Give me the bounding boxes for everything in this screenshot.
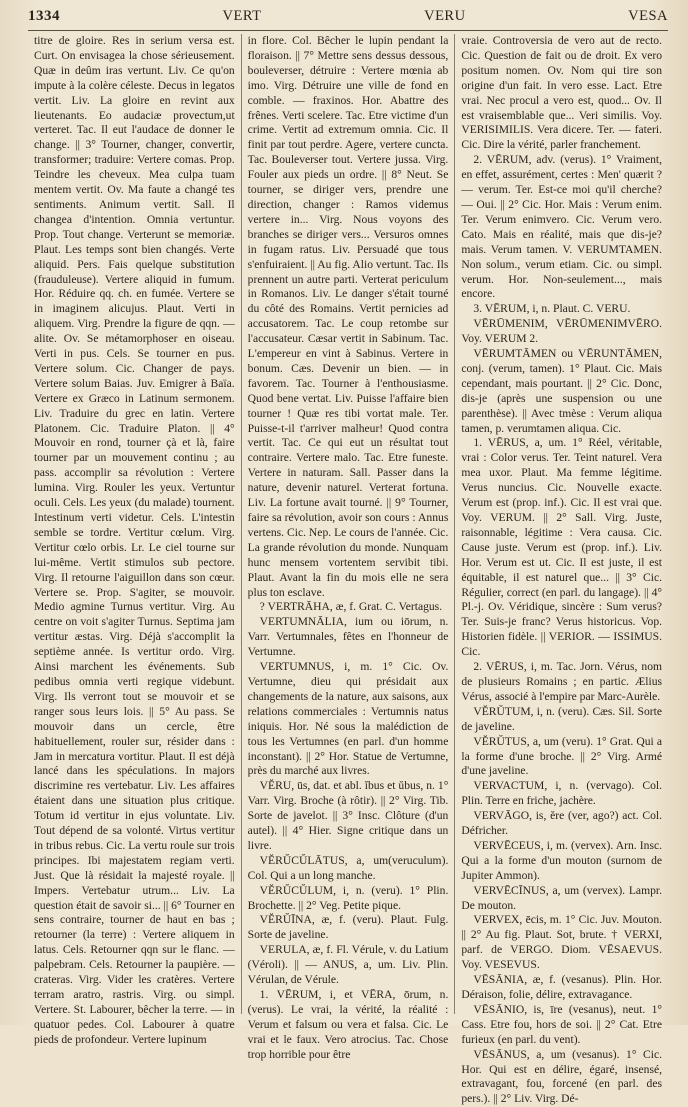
dictionary-entry: VERVĀGO, is, ĕre (ver, ago?) act. Col. Défricher. [461, 809, 663, 838]
column-middle [241, 34, 455, 1061]
dictionary-entry: vraie. Controversia de vero aut de recto. Cic. Question de fait ou de droit. Ex vero positum nomen. Ov. Nom qui tire son origine d'un fait. In vero esse. Lact. Etre vrai. Nec procul a vero est, quod... Ov. Il est vraisemblable que... Veri similis. Voy. VERISIMILIS. Vera dicere. Ter. — fateri. Cic. Dire la vérité, parler franchement. [461, 34, 663, 152]
dictionary-entry: VĔRU, ūs, dat. et abl. ĭbus et ŭbus, n. 1° Varr. Virg. Broche (à rôtir). || 2° Virg. Tib. Sorte de javelot. || 3° Insc. Clôture (d'un autel). || 4° Hier. Signe critique dans un livre. [247, 779, 449, 852]
dictionary-entry: 3. VĒRUM, i, n. Plaut. C. VERU. [473, 302, 631, 316]
center-guide-word: VERU [424, 8, 466, 24]
header-rule [28, 30, 668, 31]
dictionary-entry: VĔRŬCŬLĀTUS, a, um(veruculum). Col. Qui a un long manche. [247, 853, 449, 882]
dictionary-entry: ? VERTRĀHA, æ, f. Grat. C. Vertagus. [259, 600, 443, 614]
dictionary-entry: 2. VĒRUM, adv. (verus). 1° Vraiment, en effet, assurément, certes : Men' quærit ? — verum. Ter. Est-ce moi qu'il cherche? — Oui. || 2° Cic. Hor. Mais : Verum enim. Ter. Verum enimvero. Cic. Verum vero. Cato. Mais en réalité, mais que dis-je? mais. Verum tamen. V. VERUMTAMEN. Non solum., verum etiam. Cic. ou simpl. verum. Hor. Non-seulement..., mais encore. [461, 153, 663, 301]
dictionary-entry: VERTUMNUS, i, m. 1° Cic. Ov. Vertumne, dieu qui présidait aux changements de la nature, aux saisons, aux relations commerciales : Vertumnis natus iniquis. Hor. Né sous la malédiction de tous les Vertumnes (en parl. d'un homme inconstant). || 2° Hor. Statue de Vertumne, près du marché aux livres. [247, 660, 449, 778]
dictionary-entry: 1. VĒRUM, i, et VĒRA, ōrum, n. (verus). Le vrai, la vérité, la réalité : Verum et falsum ou vera et falsa. Cic. Le vrai et le faux. Vero atrocius. Tac. Chose trop horrible pour être [247, 988, 449, 1061]
dictionary-entry: VĔRŬĪNA, æ, f. (veru). Plaut. Fulg. Sorte de javeline. [247, 913, 449, 942]
left-guide-word: VERT [222, 8, 262, 24]
right-guide-word: VESA [628, 8, 668, 24]
dictionary-entry: VĔRŬTUS, a, um (veru). 1° Grat. Qui a la forme d'une broche. || 2° Virg. Armé d'une javeline. [461, 734, 663, 778]
text-columns [28, 34, 668, 1106]
dictionary-entry: VĒSĀNIA, æ, f. (vesanus). Plin. Hor. Déraison, folie, délire, extravagance. [461, 973, 663, 1001]
dictionary-entry: VĒRŪMENIM, VĒRŪMENIMVĒRO. Voy. VERUM 2. [461, 317, 663, 346]
dictionary-entry: VERVEX, ēcis, m. 1° Cic. Juv. Mouton. || 2° Au fig. Plaut. Sot, brute. † VERXI, parf. de VERGO. Diom. VĒSAEVUS. Voy. VESEVUS. [461, 913, 663, 972]
column-right [454, 34, 668, 1106]
dictionary-entry: VĒSĀNIO, is, īre (vesanus), neut. 1° Cass. Etre fou, hors de soi. || 2° Cat. Etre furieux (en parl. du vent). [461, 1002, 663, 1046]
dictionary-entry: in flore. Col. Bêcher le lupin pendant la floraison. || 7° Mettre sens dessus dessous, bouleverser, détruire : Vertere mœnia ab imo. Virg. Détruire une ville de fond en comble. — fraxinos. Hor. Abattre des frênes. Verti scelere. Tac. Etre victime d'un crime. Vertit ad extremum omnia. Cic. Il finit par tout perdre. Agere, vertere cuncta. Tac. Bouleverser tout. Vertere jussa. Virg. Fouler aux pieds un ordre. || 8° Neut. Se tourner, se diriger vers, prendre une direction, changer : Ramos videmus vertere in... Virg. Nous voyons des branches se diriger vers... Versuros omnes in fugam ratus. Liv. Persuadé que tous s'enfuiraient. || Au fig. Alio vertunt. Tac. Ils prennent un autre parti. Verterat periculum in Romanos. Liv. Le danger s'était tourné du côté des Romains. Vertit pernicies ad accusatorem. Tac. Le coup retombe sur l'accusateur. Cæsar vertit in Sabinum. Tac. L'empereur en vint à Sabinus. Vertere in bonum. Cæs. Devenir un bien. — in favorem. Tac. Tourner à l'enthousiasme. Quod bene vertat. Liv. Puisse l'affaire bien tourner ! Quæ res tibi vortat male. Ter. Puisse-t-il t'arriver malheur! Quod contra vertit. Tac. Ce qui eut un résultat tout contraire. Vertere malo. Tac. Etre funeste. Vertere in naturam. Sall. Passer dans la nature, devenir naturel. Verterat fortuna. Liv. La fortune avait tourné. || 9° Tourner, faire sa révolution, avoir son cours : Annus vertens. Cic. Nep. Le cours de l'année. Cic. La grande révolution du monde. Nunquam hunc mensem vortentem servibit tibi. Plaut. Avant la fin du mois elle ne sera plus ton esclave. [247, 34, 449, 599]
dictionary-entry: titre de gloire. Res in serium versa est. Curt. On envisagea la chose sérieusement. Quæ in deûm iras vertunt. Liv. Ce qu'on impute à la colère céleste. Decus in legatos vertit. Liv. La gloire en revint aux lieutenants. Eo audaciæ provectum,ut verteret. Tac. Il eut l'audace de donner le change. || 3° Tourner, changer, convertir, transformer; traduire: Vertere comas. Prop. Teindre les cheveux. Mea culpa tuam mentem vertit. Ov. Ma faute a changé tes sentiments. Animum vertit. Sall. Il changea d'intention. Omnia vertuntur. Prop. Tout change. Verterunt se memoriæ. Plaut. Les temps sont bien changés. Verte aliquid. Pers. Fais quelque substitution (frauduleuse). Vertere aliquid in fumum. Hor. Réduire qq. ch. en fumée. Vertere se in imaginem alicujus. Plaut. Verti in aliquem. Virg. Prendre la figure de qqn. — alite. Ov. Se métamorphoser en oiseau. Verti in pus. Cels. Se tourner en pus. Vertere solum. Cic. Changer de pays. Vertere solum Baias. Juv. Emigrer à Baïa. Vertere ex Græco in Latinum sermonem. Liv. Traduire du grec en latin. Vertere Platonem. Cic. Traduire Platon. || 4° Mouvoir en rond, tourner çà et là, faire tourner par un mouvement continu ; au pass. accomplir sa révolution : Vertere lumina. Virg. Rouler les yeux. Vertuntur oculi. Cels. Les yeux (du malade) tournent. Intestinum verti videtur. Cels. L'intestin semble se tordre. Vertitur cœlum. Virg. Vertitur cœlo orbis. Lr. Le ciel tourne sur lui-même. Vertit stimulos sub pectore. Virg. Il retourne l'aiguillon dans son cœur. Vertere se. Prop. S'agiter, se mouvoir. Medio agmine Turnus vertitur. Virg. Au centre on voit s'agiter Turnus. Septima jam vertitur æstas. Virg. Déjà s'accomplit la septième année. Is vertitur ordo. Virg. Ainsi marchent les événements. Sub pedibus omnia verti regique videbunt. Virg. Ils verront tout se mouvoir et se ranger sous leurs lois. || 5° Au pass. Se mouvoir dans un cercle, être habituellement, rouler sur, résider dans : Jam in mercatura vortitur. Plaut. Il est déjà lancé dans les spéculations. In majors discrimine res vertebatur. Liv. Les affaires étaient dans une situation plus critique. Totum id vertitur in ejus voluntate. Liv. Tout dépend de sa volonté. Virtus vertitur in tribus rebus. Cic. La vertu roule sur trois principes. Ibi majestatem regiam verti. Just. Que là résidait la majesté royale. || Impers. Vertebatur utrum... Liv. La question était de savoir si... || 6° Tourner en sens contraire, tourner de haut en bas ; retourner (la terre) : Vertere aliquem in latus. Cels. Retourner qqn sur le flanc. — palpebram. Cels. Retourner la paupière. — crateras. Virg. Vider les cratères. Vertere terram aratro, rastris. Virg. ou simpl. Vertere. St. Labourer, bêcher la terre. — in quatuor pedes. Col. Labourer à quatre pieds de profondeur. Vertere lupinum [34, 34, 235, 1046]
dictionary-entry: VERULA, æ, f. Fl. Vérule, v. du Latium (Véroli). || — ANUS, a, um. Liv. Plin. Vérulan, de Vérule. [247, 943, 449, 987]
page-number: 1334 [28, 8, 60, 24]
column-left [28, 34, 241, 1046]
dictionary-entry: VERVĒCĪNUS, a, um (vervex). Lampr. De mouton. [461, 883, 663, 912]
dictionary-entry: VĒRUMTĀMEN ou VĒRUNTĀMEN, conj. (verum, tamen). 1° Plaut. Cic. Mais cependant, mais pourtant. || 2° Cic. Donc, dis-je (après une suspension ou une parenthèse). || Avec tmèse : Verum aliqua tamen, p. verumtamen aliqua. Cic. [461, 347, 663, 435]
dictionary-entry: VERVĒCEUS, i, m. (vervex). Arn. Insc. Qui a la forme d'un mouton (surnom de Jupiter Ammon). [461, 838, 663, 882]
dictionary-entry: 1. VĒRUS, a, um. 1° Réel, véritable, vrai : Color verus. Ter. Teint naturel. Vera mea uxor. Plaut. Ma femme légitime. Verus nuncius. Cic. Nouvelle exacte. Verum est (prop. inf.). Cic. Il est vrai que. Voy. VERUM. || 2° Sall. Virg. Juste, raisonnable, légitime : Vera causa. Cic. Cause juste. Verum est (prop. inf.). Liv. Hor. Verum est ut. Cic. Il est juste, il est équitable, il est naturel que... || 3° Cic. Régulier, correct (en parl. du langage). || 4° Pl.-j. Ov. Véridique, sincère : Sum verus? Ter. Suis-je franc? Verus historicus. Vop. Historien fidèle. || VERIOR. — ISSIMUS. Cic. [461, 436, 663, 659]
dictionary-entry: 2. VĒRUS, i, m. Tac. Jorn. Vérus, nom de plusieurs Romains ; en partic. Ælius Vérus, associé à l'empire par Marc-Aurèle. [461, 660, 663, 703]
running-header [28, 8, 668, 30]
dictionary-entry: VERVACTUM, i, n. (vervago). Col. Plin. Terre en friche, jachère. [461, 779, 663, 808]
dictionary-entry: VĒSĀNUS, a, um (vesanus). 1° Cic. Hor. Qui est en délire, égaré, insensé, extravagant, fou, forcené (en parl. des pers.). || 2° Liv. Virg. Dé- [461, 1047, 663, 1106]
dictionary-entry: VĔRŬTUM, i, n. (veru). Cæs. Sil. Sorte de javeline. [461, 704, 663, 733]
dictionary-entry: VĔRŬCŬLUM, i, n. (veru). 1° Plin. Brochette. || 2° Veg. Petite pique. [247, 883, 449, 912]
dictionary-entry: VERTUMNĀLIA, ium ou iōrum, n. Varr. Vertumnales, fêtes en l'honneur de Vertumne. [247, 615, 449, 659]
